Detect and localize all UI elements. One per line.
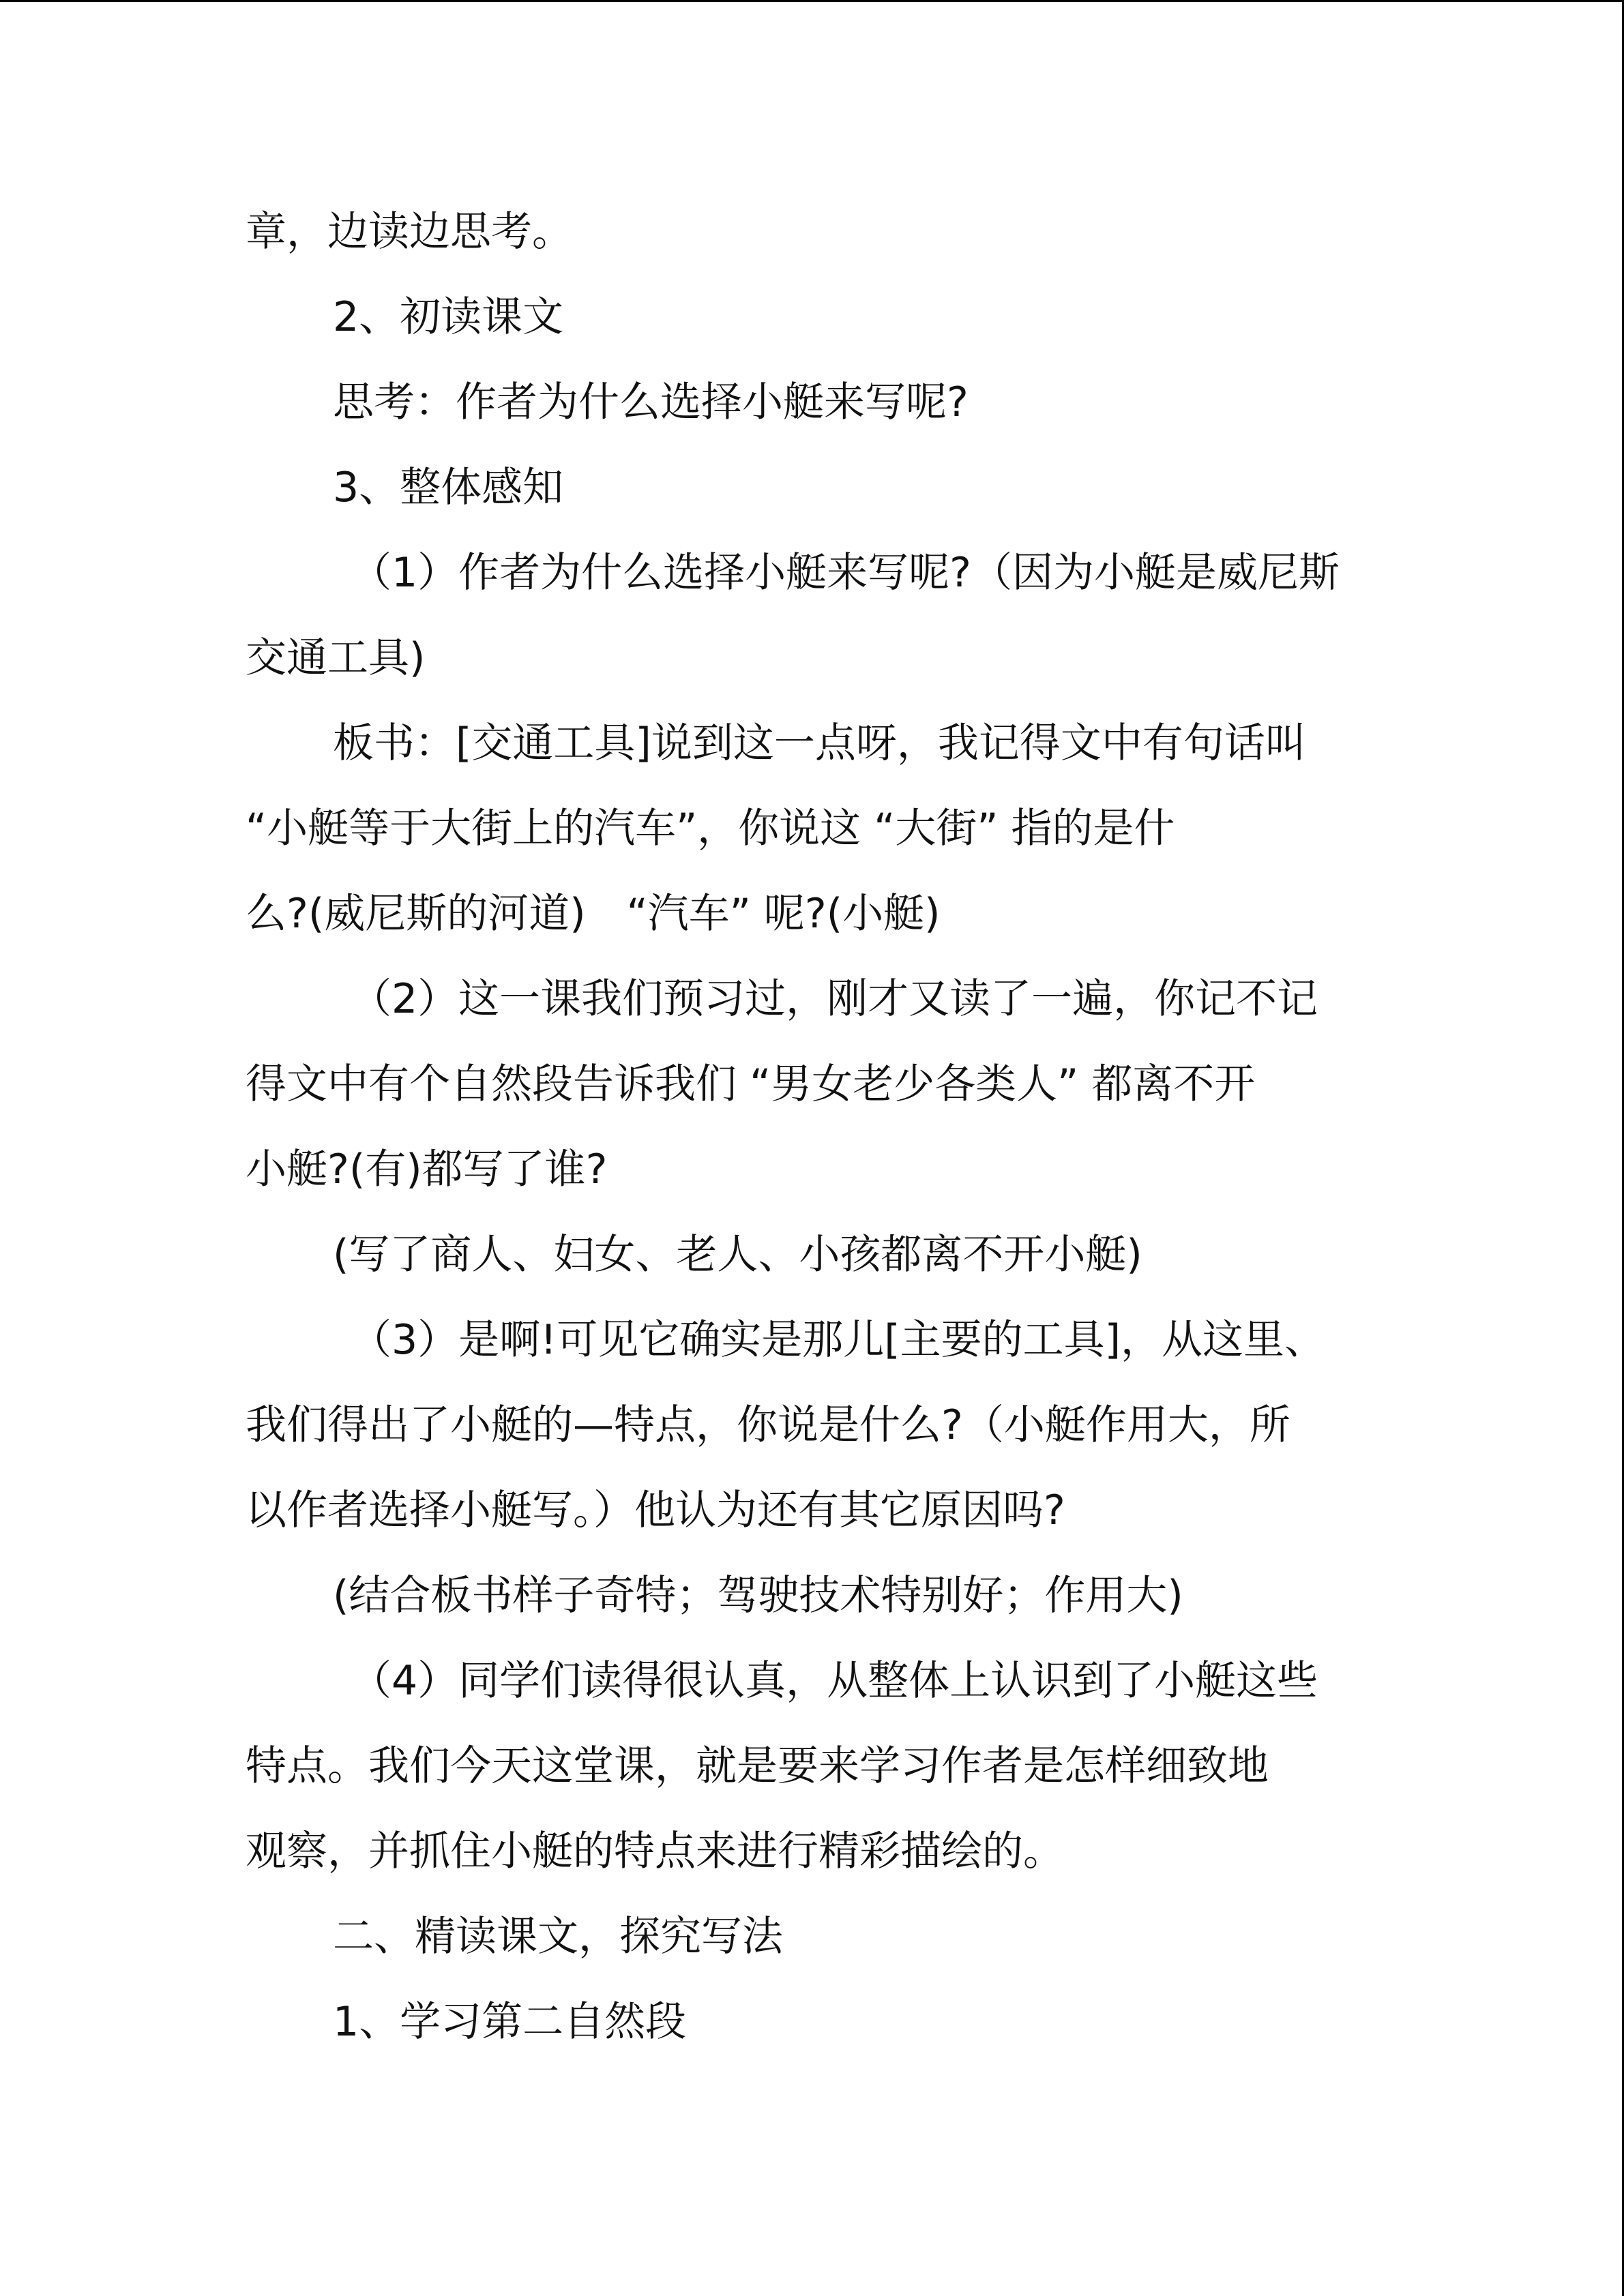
text-line: 我们得出了小艇的—特点，你说是什么?（小艇作用大，所 [246,1401,1290,1449]
text-line: 2、初读课文 [333,293,564,341]
text-line: 1、学习第二自然段 [333,1998,687,2046]
text-line: (结合板书样子奇特；驾驶技术特别好；作用大) [333,1572,1183,1620]
text-line: （1）作者为什么选择小艇来写呢?（因为小艇是威尼斯 [351,549,1340,597]
text-line: 以作者选择小艇写。）他认为还有其它原因吗? [246,1487,1065,1534]
text-line: （2）这一课我们预习过，刚才又读了一遍，你记不记 [351,975,1318,1023]
text-line: (写了商人、妇女、老人、小孩都离不开小艇) [333,1231,1142,1279]
text-line: 特点。我们今天这堂课，就是要来学习作者是怎样细致地 [246,1742,1269,1790]
text-line: 章，边读边思考。 [246,208,573,256]
text-line: 思考：作者为什么选择小艇来写呢? [333,378,969,426]
text-line: 小艇?(有)都写了谁? [246,1146,608,1193]
text-line: （3）是啊!可见它确实是那儿[主要的工具]，从这里、 [351,1316,1326,1364]
text-line: “小艇等于大街上的汽车”，你说这 “大街” 指的是什 [246,805,1175,852]
text-line: 板书：[交通工具]说到这一点呀，我记得文中有句话叫 [333,719,1306,767]
text-line: （4）同学们读得很认真，从整体上认识到了小艇这些 [351,1657,1318,1705]
text-line: 么?(威尼斯的河道) “汽车” 呢?(小艇) [246,890,941,938]
text-line: 得文中有个自然段告诉我们 “男女老少各类人” 都离不开 [246,1060,1256,1108]
text-line: 3、整体感知 [333,464,564,511]
text-line: 观察，并抓住小艇的特点来进行精彩描绘的。 [246,1828,1064,1875]
text-line: 二、精读课文，探究写法 [333,1913,783,1960]
text-line: 交通工具) [246,634,426,682]
